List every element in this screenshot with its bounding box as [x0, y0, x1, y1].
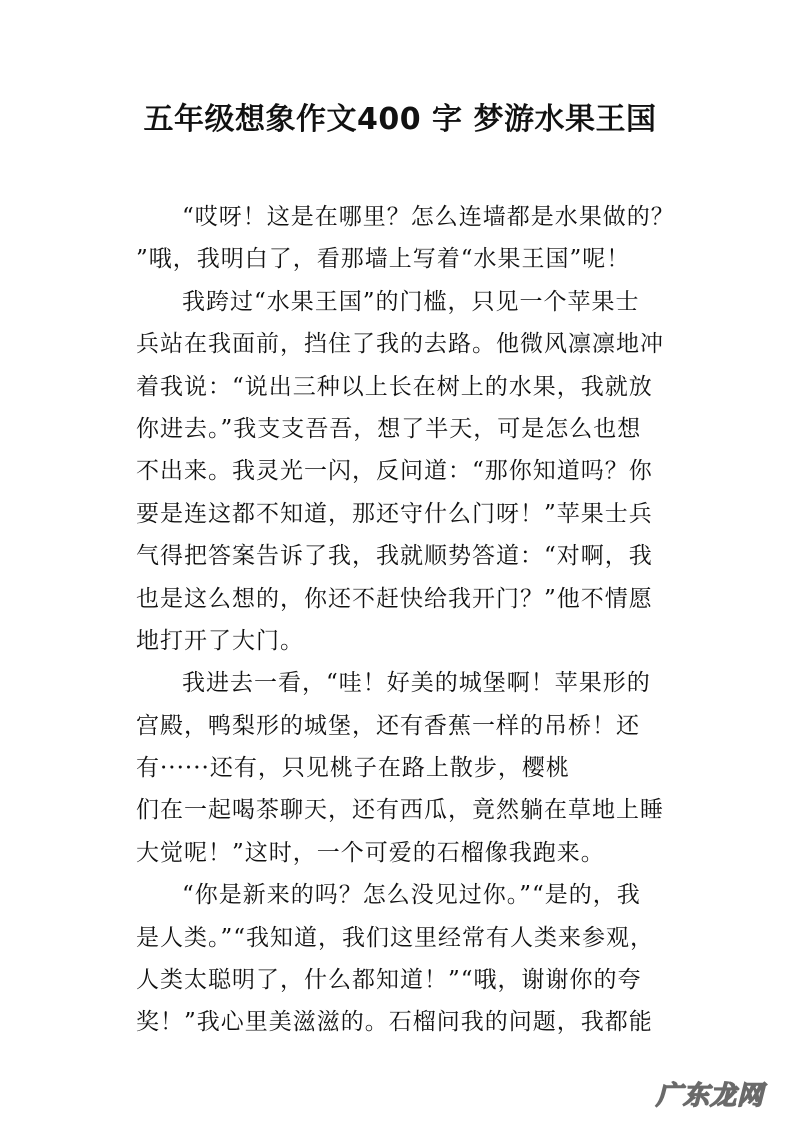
watermark-logo: [650, 1070, 770, 1120]
text-line: 我进去一看，“哇！好美的城堡啊！苹果形的: [182, 670, 651, 697]
text-line: 是人类。”“我知道，我们这里经常有人类来参观，: [136, 924, 655, 951]
text-line: 宫殿，鸭梨形的城堡，还有香蕉一样的吊桥！还: [136, 712, 640, 739]
text-line: 着我说：“说出三种以上长在树上的水果，我就放: [136, 373, 653, 400]
text-line: 奖！”我心里美滋滋的。石榴问我的问题，我都能: [136, 1009, 653, 1036]
text-line: 大觉呢！”这时，一个可爱的石榴像我跑来。: [136, 839, 605, 866]
text-line: 地打开了大门。: [136, 627, 304, 654]
text-line: 人类太聪明了，什么都知道！”“哦，谢谢你的夸: [136, 967, 642, 994]
text-line: “你是新来的吗？怎么没见过你。”“是的，我: [182, 882, 641, 909]
text-line: 有······还有，只见桃子在路上散步，樱桃: [136, 755, 570, 782]
document-body: [136, 196, 676, 1044]
text-line: 兵站在我面前，挡住了我的去路。他微风凛凛地冲: [136, 331, 664, 358]
text-line: 要是连这都不知道，那还守什么门呀！”苹果士兵: [136, 500, 653, 527]
text-line: 气得把答案告诉了我，我就顺势答道：“对啊，我: [136, 543, 653, 570]
text-line: “哎呀！这是在哪里？怎么连墙都是水果做的？: [182, 204, 675, 230]
text-line: ”哦，我明白了，看那墙上写着“水果王国”呢！: [136, 246, 631, 273]
text-line: 你进去。”我支支吾吾，想了半天，可是怎么也想: [136, 415, 642, 442]
text-line: 也是这么想的，你还不赶快给我开门？”他不情愿: [136, 585, 653, 612]
text-line: 我跨过“水果王国”的门槛，只见一个苹果士: [182, 288, 640, 315]
text-line: 不出来。我灵光一闪，反问道：“那你知道吗？你: [136, 458, 653, 485]
text-line: 们在一起喝茶聊天，还有西瓜，竟然躺在草地上睡: [136, 797, 664, 824]
svg-text:广东龙网: 广东龙网: [655, 1081, 765, 1111]
document-title: 五年级想象作文400 字 梦游水果王国: [143, 102, 657, 137]
